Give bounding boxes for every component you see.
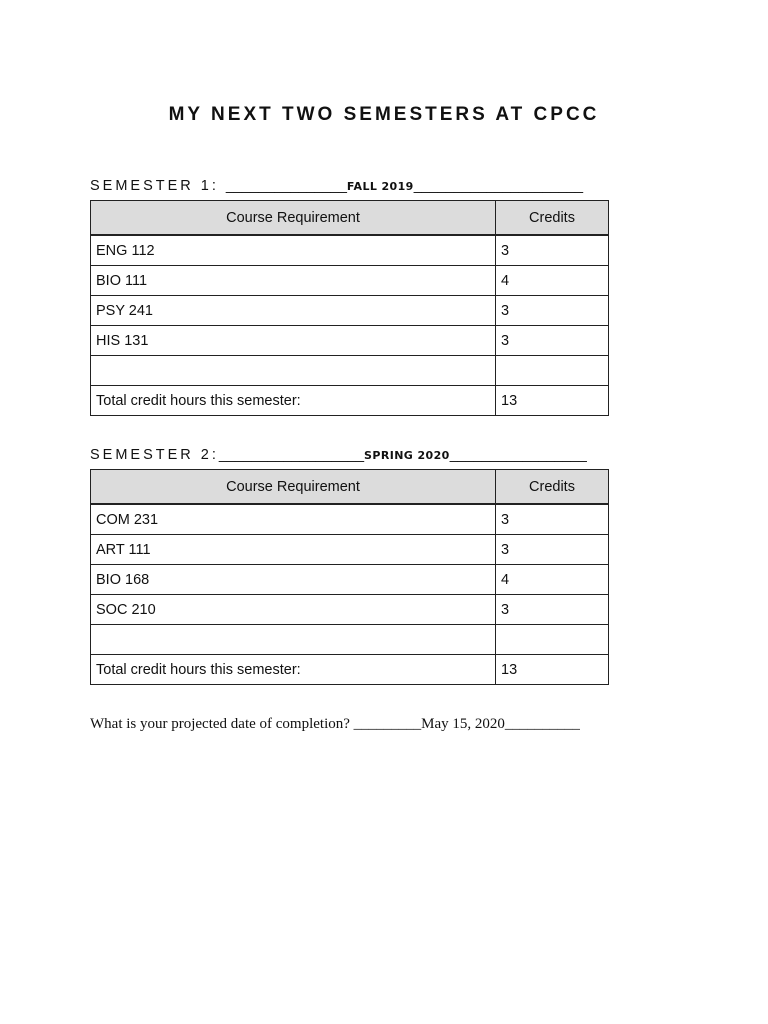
course-cell: SOC 210 bbox=[91, 595, 496, 625]
table-row bbox=[91, 296, 609, 326]
table-row bbox=[91, 625, 609, 655]
course-requirement-header: Course Requirement bbox=[91, 201, 496, 236]
credits-cell: 3 bbox=[496, 504, 609, 535]
semester-2-blank-before: __________________ bbox=[218, 447, 365, 463]
credits-cell: 3 bbox=[496, 535, 609, 565]
total-label: Total credit hours this semester: bbox=[91, 386, 496, 416]
completion-question: What is your projected date of completion? bbox=[90, 716, 350, 732]
total-value: 13 bbox=[496, 655, 609, 685]
semester-1-line bbox=[90, 178, 583, 194]
total-label: Total credit hours this semester: bbox=[91, 655, 496, 685]
credits-cell: 4 bbox=[496, 266, 609, 296]
semester-2-table bbox=[90, 469, 609, 685]
credits-header: Credits bbox=[496, 470, 609, 505]
course-cell: BIO 111 bbox=[91, 266, 496, 296]
page-title: MY NEXT TWO SEMESTERS AT CPCC bbox=[168, 104, 600, 125]
semester-2-line bbox=[90, 447, 587, 463]
table-row bbox=[91, 595, 609, 625]
credits-cell: 3 bbox=[496, 595, 609, 625]
credits-cell: 4 bbox=[496, 565, 609, 595]
semester-1-table bbox=[90, 200, 609, 416]
table-row bbox=[91, 504, 609, 535]
credits-cell: 3 bbox=[496, 326, 609, 356]
course-cell: COM 231 bbox=[91, 504, 496, 535]
credits-cell bbox=[496, 356, 609, 386]
course-cell: ENG 112 bbox=[91, 235, 496, 266]
course-cell: HIS 131 bbox=[91, 326, 496, 356]
table-row bbox=[91, 235, 609, 266]
total-value: 13 bbox=[496, 386, 609, 416]
credits-cell: 3 bbox=[496, 296, 609, 326]
course-requirement-header: Course Requirement bbox=[91, 470, 496, 505]
table-row bbox=[91, 565, 609, 595]
credits-cell bbox=[496, 625, 609, 655]
semester-1-blank-after: _____________________ bbox=[413, 178, 584, 194]
completion-date: May 15, 2020 bbox=[421, 716, 505, 732]
semester-2-value: SPRING 2020 bbox=[364, 449, 450, 462]
course-cell: BIO 168 bbox=[91, 565, 496, 595]
completion-line bbox=[90, 716, 580, 733]
total-row bbox=[91, 655, 609, 685]
semester-2-label: SEMESTER 2: bbox=[90, 447, 219, 463]
completion-blank-after: __________ bbox=[504, 716, 580, 732]
semester-1-label: SEMESTER 1: bbox=[90, 178, 219, 194]
table-row bbox=[91, 266, 609, 296]
table-header-row bbox=[91, 470, 609, 505]
semester-1-blank-before: _______________ bbox=[225, 178, 347, 194]
table-row bbox=[91, 356, 609, 386]
semester-2-blank-after: _________________ bbox=[449, 447, 587, 463]
course-cell: PSY 241 bbox=[91, 296, 496, 326]
total-row bbox=[91, 386, 609, 416]
table-header-row bbox=[91, 201, 609, 236]
credits-cell: 3 bbox=[496, 235, 609, 266]
semester-1-value: FALL 2019 bbox=[346, 180, 414, 193]
table-row bbox=[91, 326, 609, 356]
course-cell bbox=[91, 356, 496, 386]
completion-blank-before: _________ bbox=[349, 716, 422, 732]
table-row bbox=[91, 535, 609, 565]
course-cell: ART 111 bbox=[91, 535, 496, 565]
credits-header: Credits bbox=[496, 201, 609, 236]
course-cell bbox=[91, 625, 496, 655]
